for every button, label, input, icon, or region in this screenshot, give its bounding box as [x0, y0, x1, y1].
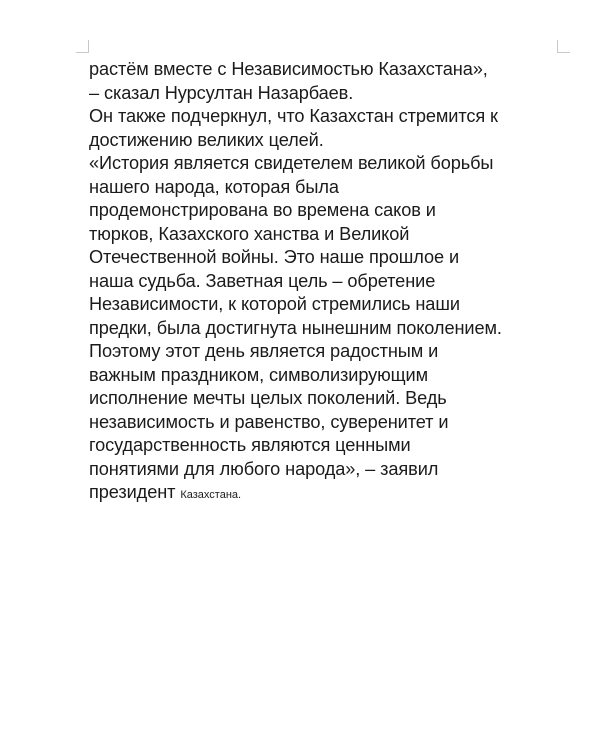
document-text — [89, 58, 559, 505]
text-line: Отечественной войны. Это наше прошлое и — [89, 247, 460, 267]
text-line: нашего народа, которая была — [89, 176, 339, 197]
text-line: Независимости, к которой стремились наши — [89, 294, 460, 314]
text-line: – сказал Нурсултан Назарбаев. — [89, 82, 354, 103]
text-line: предки, была достигнута нынешним поколением. — [89, 317, 502, 338]
last-line-small-text: Казахстана. — [180, 489, 242, 501]
text-line: Он также подчеркнул, что Казахстан стремится к — [89, 106, 498, 126]
text-line: наша судьба. Заветная цель – обретение — [89, 270, 436, 291]
page-corner-mark-top-left — [76, 40, 89, 53]
text-line: «История является свидетелем великой борьбы — [89, 153, 494, 173]
text-line: продемонстрирована во времена саков и — [89, 200, 436, 220]
text-line: растём вместе с Независимостью Казахстана», — [89, 59, 488, 79]
text-line: понятиями для любого народа», – заявил — [89, 458, 439, 479]
text-line: исполнение мечты целых поколений. Ведь — [89, 388, 447, 408]
last-line-main-text: президент — [89, 482, 181, 502]
text-line: независимость и равенство, суверенитет и — [89, 411, 449, 432]
page-corner-mark-top-right — [557, 40, 570, 53]
text-line: тюрков, Казахского ханства и Великой — [89, 223, 410, 244]
text-line-last — [89, 481, 559, 505]
text-line: Поэтому этот день является радостным и — [89, 341, 439, 361]
text-line: важным праздником, символизирующим — [89, 364, 429, 385]
text-line: достижению великих целей. — [89, 129, 324, 150]
text-line: государственность являются ценными — [89, 435, 411, 455]
